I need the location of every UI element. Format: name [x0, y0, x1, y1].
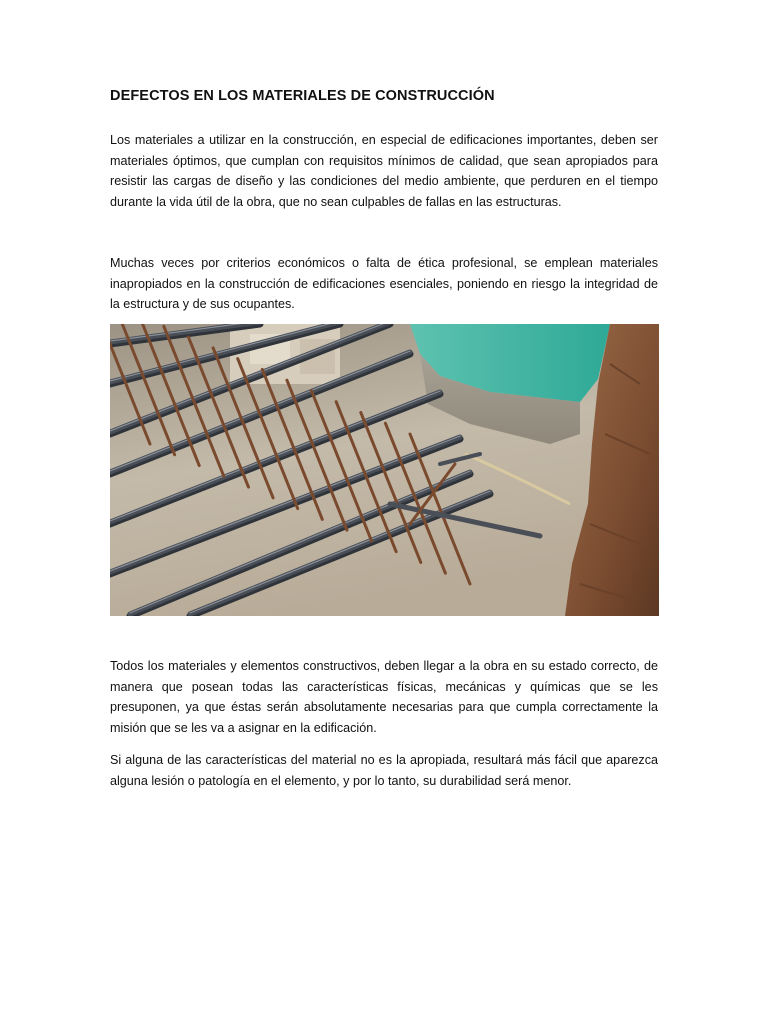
- rebar-construction-photo: [110, 324, 659, 616]
- paragraph-1: Los materiales a utilizar en la construcción, en especial de edificaciones importantes, deben ser materiales óptimos, que cumplan con requisitos mínimos de calidad, que sean apropiados para resistir las cargas de diseño y las condiciones del medio ambiente, que perduren en el tiempo durante la vida útil de la obra, que no sean culpables de fallas en las estructuras.: [110, 133, 658, 209]
- paragraph-3: Todos los materiales y elementos constructivos, deben llegar a la obra en su estado correcto, de manera que posean todas las características físicas, mecánicas y químicas que se les presuponen, ya que éstas serán absolutamente necesarias para que cumpla correctamente la misión que se les va a asignar en la edificación.: [110, 659, 658, 735]
- document-title: DEFECTOS EN LOS MATERIALES DE CONSTRUCCIÓN: [110, 88, 495, 104]
- paragraph-2: Muchas veces por criterios económicos o falta de ética profesional, se emplean materiales inapropiados en la construcción de edificaciones esenciales, poniendo en riesgo la integridad de la estructura y de sus ocupantes.: [110, 256, 658, 312]
- paragraph-4: Si alguna de las características del material no es la apropiada, resultará más fácil que aparezca alguna lesión o patología en el elemento, y por lo tanto, su durabilidad será menor.: [110, 753, 658, 788]
